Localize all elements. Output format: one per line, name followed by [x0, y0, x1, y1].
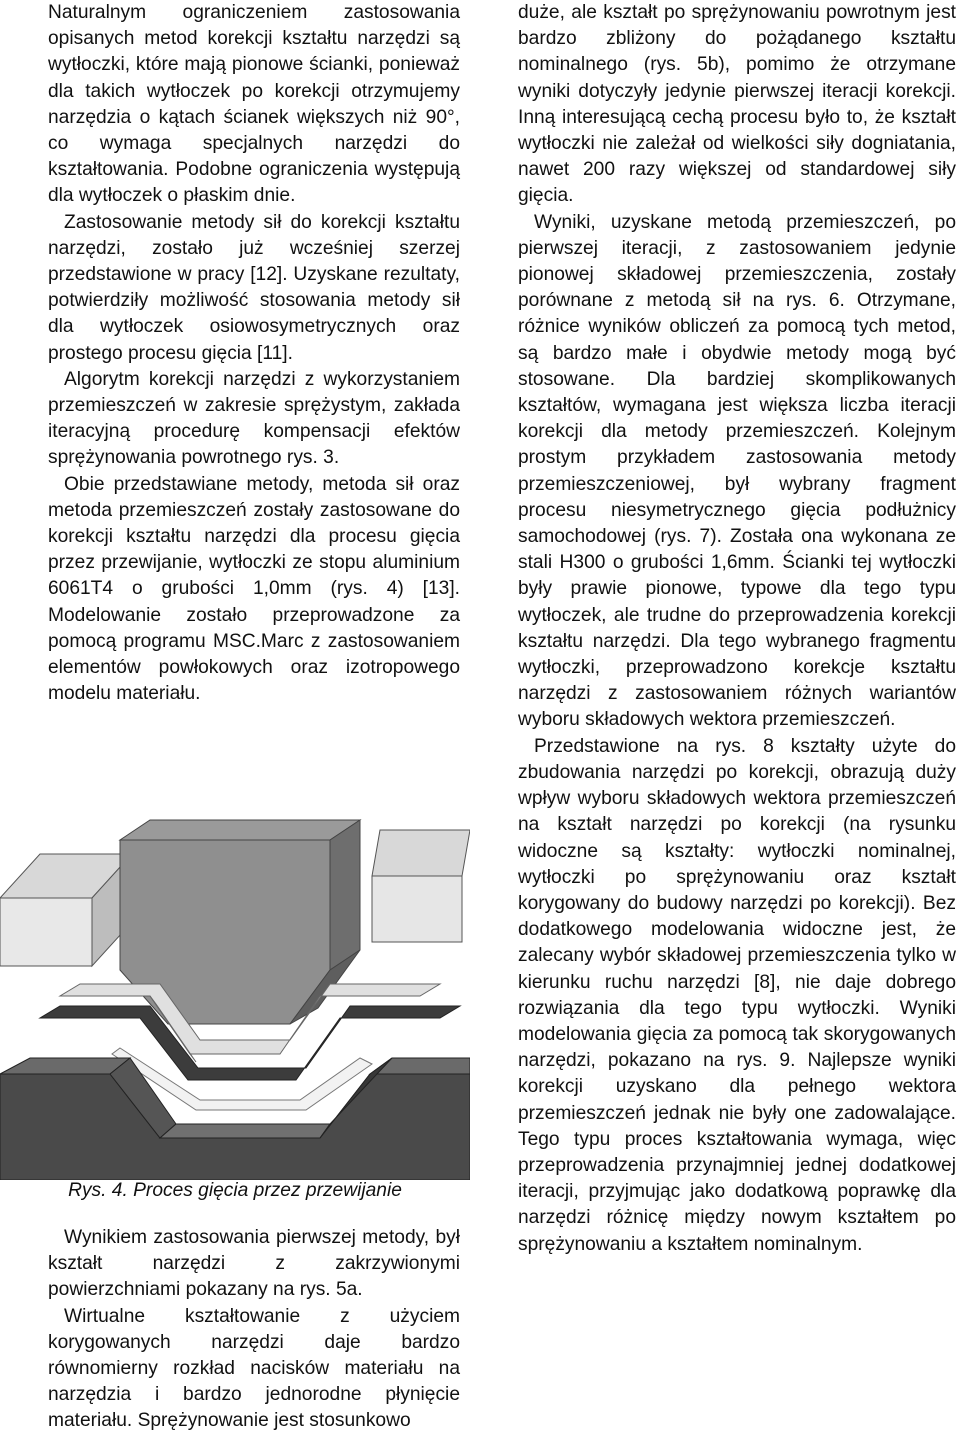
- paragraph-springback-result: duże, ale kształt po sprężynowaniu powrotnym jest bardzo zbliżony do pożądanego kształtu nominalnego (rys. 5b), pomimo że otrzymane wyniki dotyczyły jedynie pierwszej iteracji korekcji. Inną interesującą cechą procesu było to, że kształt wytłoczki nie zależał od wielkości siły dogniatania, nawet 200 razy większej od standardowej siły gięcia.: [518, 2, 956, 207]
- left-column-bottom: [48, 1225, 460, 1435]
- paragraph-virtual-forming: Wirtualne kształtowanie z użyciem korygowanych narzędzi daje bardzo równomierny rozkład nacisków materiału na narzędzia i bardzo jednorodne płynięcie materiału. Sprężynowanie jest stosunkowo: [48, 1305, 460, 1432]
- figure-bending-illustration: [0, 818, 470, 1180]
- paragraph-first-method-result: Wynikiem zastosowania pierwszej metody, był kształt narzędzi z zakrzywionymi powierzchniami pokazany na rys. 5a.: [48, 1227, 460, 1301]
- paragraph-algorithm: Algorytm korekcji narzędzi z wykorzystaniem przemieszczeń w zakresie sprężystym, zakłada iteracyjną procedurę kompensacji efektów sprężynowania powrotnego rys. 3.: [48, 368, 460, 469]
- left-column: [48, 0, 460, 707]
- paragraph-limitations: Naturalnym ograniczeniem zastosowania opisanych metod korekcji kształtu narzędzi są wytłoczki, które mają pionowe ścianki, ponieważ dla takich wytłoczek po korekcji otrzymujemy narzędzia o kątach ścianek większych niż 90°, co wymaga specjalnych narzędzi do kształtowania. Podobne ograniczenia występują dla wytłoczek o płaskim dnie.: [48, 2, 460, 207]
- paragraph-force-method: Zastosowanie metody sił do korekcji kształtu narzędzi, zostało już wcześniej szerzej przedstawione w pracy [12]. Uzyskane rezultaty, potwierdziły możliwość stosowania metody sił dla wytłoczek osiowosymetrycznych oraz prostego procesu gięcia [11].: [48, 211, 460, 364]
- paragraph-shapes-rys8: Przedstawione na rys. 8 kształty użyte do zbudowania narzędzi po korekcji, obrazują duży wpływ wyboru składowych wektora przemieszczeń na kształt narzędzi po korekcji (na rysunku widoczne są kształty: wytłoczki nominalnej, wytłoczki po sprężynowaniu oraz kształt korygowany do budowy narzędzi po korekcji). Bez dodatkowego modelowania widoczne jest, że zalecany wybór składowej przemieszczenia tylko w kierunku ruchu narzędzi [8], nie daje dobrego rozwiązania dla tego typu wytłoczki. Wyniki modelowania gięcia za pomocą tak skorygowanych narzędzi, pokazano na rys. 9. Najlepsze wyniki korekcji uzyskano dla pełnego wektora przemieszczeń jednak nie były one zadowalające. Tego typu proces kształtowania wymaga, więc przeprowadzenia przynajmniej jednej dodatkowej iteracji, przyjmując jako dodatkową poprawkę dla narzędzi różnicę między nowym kształtem po sprężynowaniu a kształtem nominalnym.: [518, 735, 956, 1255]
- paragraph-both-methods: Obie przedstawiane metody, metoda sił oraz metoda przemieszczeń zostały zastosowane do korekcji kształtu narzędzi dla procesu gięcia przez przewijanie, wytłoczki ze stopu aluminium 6061T4 o grubości 1,0mm (rys. 4) [13]. Modelowanie zostało przeprowadzone za pomocą programu MSC.Marc z zastosowaniem elementów powłokowych oraz izotropowego modelu materiału.: [48, 473, 460, 705]
- right-column: [518, 0, 956, 1258]
- paragraph-displacement-method-results: Wyniki, uzyskane metodą przemieszczeń, po pierwszej iteracji, z zastosowaniem jedynie pionowej składowej przemieszczenia, zostały porównane z metodą sił na rys. 6. Otrzymane, różnice wyników obliczeń za pomocą tych metod, są bardzo małe i obydwie metody mogą być stosowane. Dla bardziej skomplikowanych kształtów, wymagana jest większa liczba iteracji korekcji dla metody przemieszczeń. Kolejnym prostym przykładem zastosowania metody przemieszczeniowej, był wybrany fragment procesu niesymetrycznego gięcia podłużnicy samochodowej (rys. 7). Została ona wykonana ze stali H300 o grubości 1,6mm. Ścianki tej wytłoczki były prawie pionowe, typowe dla tego typu wytłoczek, ale trudne do przeprowadzenia korekcji kształtu narzędzi. Dla tego wybranego fragmentu wytłoczki, przeprowadzono korekcje kształtu narzędzi z zastosowaniem różnych wariantów wyboru składowych wektora przemieszczeń.: [518, 211, 956, 731]
- figure-caption: Rys. 4. Proces gięcia przez przewijanie: [68, 1180, 402, 1201]
- figure-bending-process: [0, 818, 470, 1180]
